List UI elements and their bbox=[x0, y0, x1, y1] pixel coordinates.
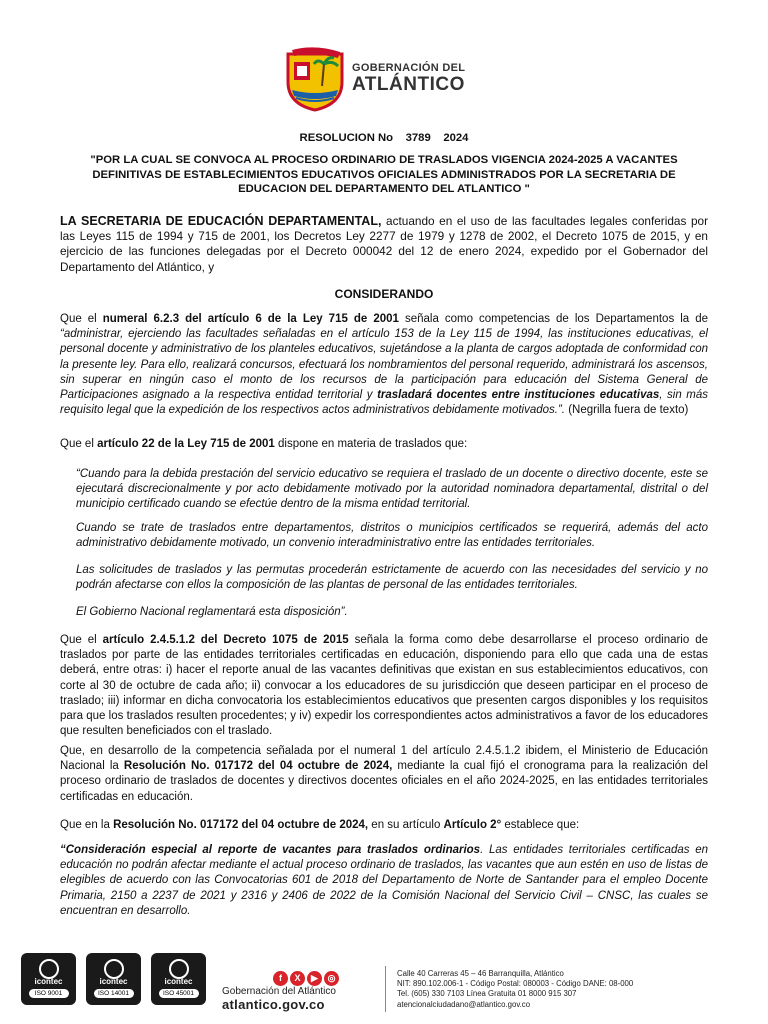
p1-bold-quote: trasladará docentes entre instituciones educativas bbox=[377, 389, 660, 402]
p3-text: señala la forma como debe desarrollarse el proceso ordinario de traslados por parte de las entidades territoriales certificadas en educación, disponiendo para ello que cada una de estas deberá, entre otras: i) hacer el reporte anual de las vacantes definitivas que existan en sus establecimientos educativos, con corte al 30 de octubre de cada año; ii) convocar a los educadores de su jurisdicción que deseen participar en el proceso de traslado; iii) informar en dicha convocatoria los establecimientos educativos que presenten cargos disponibles y los requisitos para que los traslados resulten procedentes; y iv) expedir los correspondientes actos administrativos a favor de los educadores que resulten beneficiados con el traslado. bbox=[60, 634, 709, 738]
intro-paragraph bbox=[60, 214, 708, 275]
quote-4 bbox=[76, 605, 708, 620]
intro-text: actuando en el uso de las facultades legales conferidas por las Leyes 115 de 1994 y 715 de 2001, los Decretos Ley 2277 de 1979 y 1278 de 2002, el Decreto 1075 de 2015, y en ejercicio de las funciones delegadas por el Decreto 000042 del 12 de enero 2024, expedido por el Gobernador del Departamento del Atlántico, y bbox=[60, 214, 708, 274]
icontec-cert-badge bbox=[151, 953, 206, 1005]
p4-text: mediante la cual fijó el cronograma para la realización del proceso ordinario de traslados de docentes y directivos docentes oficiales en el año 2024-2025, en las entidades territoriales certificadas en educación. bbox=[60, 760, 708, 803]
title-line: "POR LA CUAL SE CONVOCA AL PROCESO ORDINARIO DE TRASLADOS VIGENCIA 2024-2025 A VACANTES bbox=[90, 154, 678, 166]
title-line: EDUCACION DEL DEPARTAMENTO DEL ATLANTICO " bbox=[238, 183, 530, 195]
coat-of-arms-icon bbox=[284, 46, 346, 112]
p3-bold: artículo 2.4.5.1.2 del Decreto 1075 de 2015 bbox=[102, 634, 349, 646]
youtube-icon[interactable]: ▶ bbox=[307, 971, 322, 986]
footer-address: Calle 40 Carreras 45 – 46 Barranquilla, Atlántico bbox=[397, 969, 564, 978]
footer-phone: Tel. (605) 330 7103 Línea Gratuita 01 8000 915 307 bbox=[397, 989, 577, 998]
p5-text: Que en la bbox=[60, 819, 114, 831]
facebook-icon[interactable]: f bbox=[273, 971, 288, 986]
cert-name: icontec bbox=[34, 977, 63, 986]
p1-quote: , sin más requisito legal que la expedición de los respectivos actos administrativos debidamente motivados.”. bbox=[60, 389, 708, 417]
p2-text: dispone en materia de traslados que: bbox=[274, 438, 468, 450]
p1-note: (Negrilla fuera de texto) bbox=[565, 404, 689, 417]
p5-bold: Resolución No. 017172 del 04 octubre de 2024, bbox=[113, 819, 369, 831]
quote-1 bbox=[76, 467, 708, 513]
p4-text: Que, en desarrollo de la competencia señalada por el numeral 1 del artículo 2.4.5.1.2 ibidem, el Ministerio de Educación Nacional la bbox=[60, 745, 708, 773]
icontec-icon bbox=[39, 959, 59, 979]
considerando-heading: CONSIDERANDO bbox=[334, 287, 434, 301]
p6-quote: . Las entidades territoriales certificadas en educación no podrán afectar mediante el actual proceso ordinario de traslados, las vacantes que aun estén en uso de listas de elegibles de acuerdo con las Convocatorias 601 de 2018 del Departamento de Norte de Santander para el empleo Docente Primaria, 2150 a 2237 de 2021 y 2316 y 2406 de 2022 de la Comisión Nacional del Servicio Civil – CNSC, las cuales se encuentran en desarrollo. bbox=[60, 844, 708, 917]
footer-nit: NIT: 890.102.006-1 - Código Postal: 080003 - Código DANE: 08-000 bbox=[397, 979, 634, 988]
icontec-cert-badge bbox=[21, 953, 76, 1005]
quote-text: “Cuando para la debida prestación del servicio educativo se requiera el traslado de un docente o directivo docente, este se ejecutará discrecionalmente y por acto debidamente motivado por la autoridad nominadora departamental, distrital o del municipio certificado cuando se efectúe dentro de la misma entidad territorial. bbox=[76, 468, 708, 511]
x-twitter-icon[interactable]: X bbox=[290, 971, 305, 986]
quote-text: Las solicitudes de traslados y las permutas procederán estrictamente de acuerdo con las necesidades del servicio y no podrán afectarse con ellos la composición de las plantas de personal de las entidades territoriales. bbox=[76, 564, 708, 592]
cert-iso: ISO 9001 bbox=[29, 989, 69, 998]
resolution-heading bbox=[60, 131, 708, 146]
p6-bold-quote: “Consideración especial al reporte de vacantes para traslados ordinarios bbox=[60, 844, 481, 856]
paragraph-2 bbox=[60, 437, 708, 452]
organization-name bbox=[352, 62, 465, 95]
cert-iso: ISO 14001 bbox=[94, 989, 134, 998]
resolution-year: 2024 bbox=[443, 132, 469, 144]
paragraph-6 bbox=[60, 843, 708, 919]
quote-2 bbox=[76, 521, 708, 551]
org-line2: ATLÁNTICO bbox=[352, 74, 465, 95]
p2-bold: artículo 22 de la Ley 715 de 2001 bbox=[97, 438, 275, 450]
p1-bold: numeral 6.2.3 del artículo 6 de la Ley 715 de 2001 bbox=[102, 313, 399, 325]
resolution-label: RESOLUCION No bbox=[299, 132, 394, 144]
p1-text: Que el bbox=[60, 313, 103, 325]
cert-name: icontec bbox=[164, 977, 193, 986]
p4-bold: Resolución No. 017172 del 04 octubre de 2024, bbox=[123, 760, 393, 773]
resolution-title bbox=[60, 153, 708, 197]
cert-name: icontec bbox=[99, 977, 128, 986]
icontec-cert-badge bbox=[86, 953, 141, 1005]
paragraph-4 bbox=[60, 744, 708, 805]
p2-text: Que el bbox=[60, 438, 98, 450]
quote-text: Cuando se trate de traslados entre departamentos, distritos o municipios certificados se requerirá, además del acto administrativo debidamente motivado, un convenio interadministrativo entre las entidades territoriales. bbox=[76, 522, 708, 550]
p3-text: Que el bbox=[60, 634, 103, 646]
resolution-number: 3789 bbox=[405, 132, 431, 144]
instagram-icon[interactable]: ◎ bbox=[324, 971, 339, 986]
p5-text: en su artículo bbox=[368, 819, 444, 831]
cert-iso: ISO 45001 bbox=[159, 989, 199, 998]
p5-text: establece que: bbox=[501, 819, 580, 831]
paragraph-5 bbox=[60, 818, 708, 833]
footer-divider bbox=[385, 966, 386, 1012]
icontec-icon bbox=[104, 959, 124, 979]
p1-quote: “administrar, ejerciendo las facultades señaladas en el artículo 153 de la Ley 115 de 1994, las instituciones educativas, el personal docente y administrativo de los planteles educativos, sujetándose a la planta de cargos adoptada de conformidad con la presente ley. Para ello, realizará concursos, efectuará los nombramientos del personal requerido, administrará los ascensos, sin superar en ningún caso el monto de los recursos de la participación para educación del Sistema General de Participaciones asignado a la respectiva entidad territorial y bbox=[60, 328, 708, 402]
paragraph-3 bbox=[60, 633, 708, 739]
icontec-icon bbox=[169, 959, 189, 979]
p5-bold: Artículo 2° bbox=[443, 819, 502, 831]
paragraph-1 bbox=[60, 312, 708, 418]
social-links bbox=[273, 968, 341, 986]
quote-text: El Gobierno Nacional reglamentará esta disposición”. bbox=[76, 606, 348, 618]
org-line1: GOBERNACIÓN DEL bbox=[352, 62, 466, 74]
footer-org-name: Gobernación del Atlántico bbox=[222, 986, 336, 997]
p1-text: señala como competencias de los Departamentos la de bbox=[398, 313, 708, 325]
quote-3 bbox=[76, 563, 708, 593]
footer-email-link[interactable]: atencionalciudadano@atlantico.gov.co bbox=[397, 1000, 531, 1009]
footer-website-link[interactable]: atlantico.gov.co bbox=[222, 997, 325, 1012]
intro-authority: LA SECRETARIA DE EDUCACIÓN DEPARTAMENTAL, bbox=[60, 214, 382, 228]
title-line: DEFINITIVAS DE ESTABLECIMIENTOS EDUCATIVOS OFICIALES ADMINISTRADOS POR LA SECRETARIA DE bbox=[92, 168, 676, 181]
